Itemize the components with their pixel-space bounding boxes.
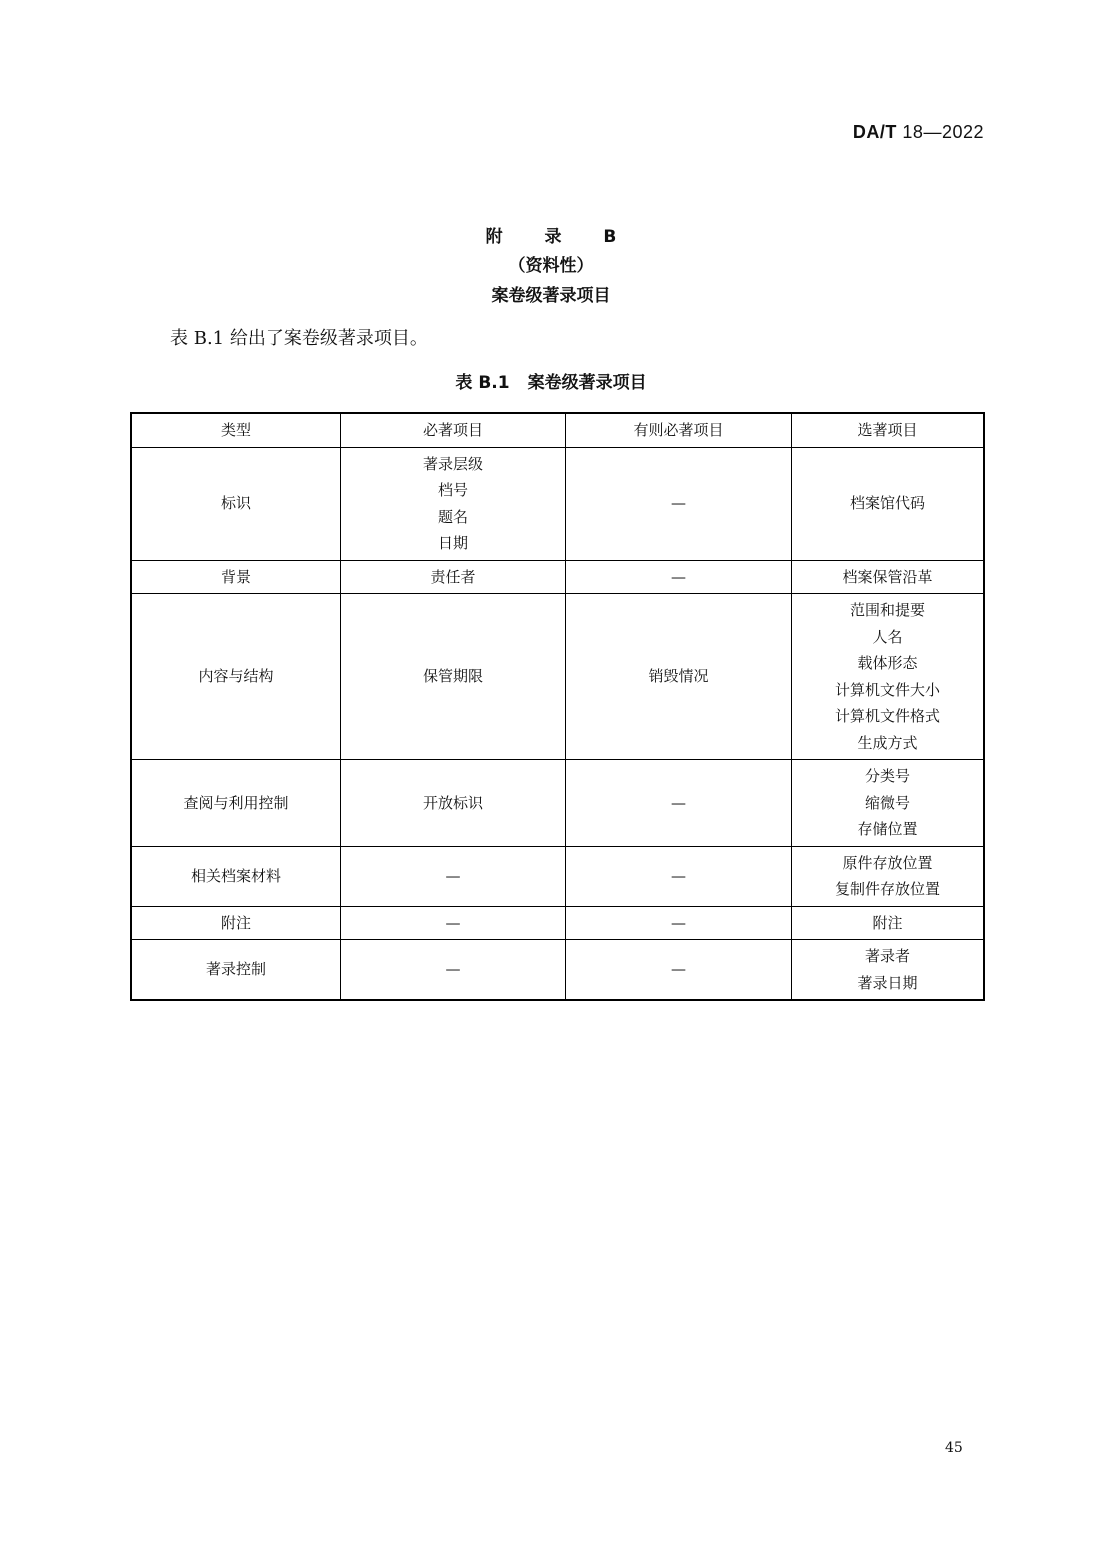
table-caption-label: 表 B.1 xyxy=(455,373,510,393)
cell-conditional xyxy=(566,846,792,906)
cell-line: 开放标识 xyxy=(422,793,483,812)
cell-optional xyxy=(792,940,985,1001)
cell-line: 档案馆代码 xyxy=(849,494,925,513)
table-row xyxy=(131,846,984,906)
cell-optional xyxy=(792,560,985,594)
cell-conditional xyxy=(566,447,792,560)
cell-line: — xyxy=(445,960,461,979)
cell-line: 保管期限 xyxy=(422,667,483,686)
table-row xyxy=(131,760,984,847)
cell-line: 复制件存放位置 xyxy=(834,880,940,898)
table-row xyxy=(131,906,984,940)
cell-optional xyxy=(792,906,985,940)
cell-line: 销毁情况 xyxy=(648,667,709,686)
cell-type: 附注 xyxy=(131,906,341,940)
appendix-heading: 附 录 B xyxy=(485,227,635,247)
cell-line: 日期 xyxy=(437,534,468,552)
table-row xyxy=(131,940,984,1001)
header-type: 类型 xyxy=(131,413,341,447)
cell-line: 计算机文件格式 xyxy=(834,707,940,725)
cell-line: 原件存放位置 xyxy=(842,853,933,872)
table-row xyxy=(131,594,984,760)
cell-type: 著录控制 xyxy=(131,940,341,1001)
cell-required xyxy=(341,940,566,1001)
cell-line: 生成方式 xyxy=(857,733,918,752)
cell-line: 档号 xyxy=(437,481,468,499)
cell-line: 存储位置 xyxy=(857,820,918,838)
cell-optional xyxy=(792,846,985,906)
cell-line: 附注 xyxy=(872,913,903,932)
cell-conditional xyxy=(566,906,792,940)
page-number: 45 xyxy=(945,1440,963,1456)
cell-required xyxy=(341,846,566,906)
cell-line: — xyxy=(671,866,686,885)
standard-code xyxy=(853,122,984,143)
cell-type: 内容与结构 xyxy=(131,594,341,760)
cell-line: 题名 xyxy=(437,507,468,526)
table-header-row xyxy=(131,413,984,447)
header-required: 必著项目 xyxy=(341,413,566,447)
cell-required xyxy=(341,560,566,594)
header-optional: 选著项目 xyxy=(792,413,985,447)
cell-line: — xyxy=(671,960,686,979)
cell-line: 载体形态 xyxy=(857,654,918,672)
cell-line: — xyxy=(445,913,461,932)
cell-conditional xyxy=(566,760,792,847)
cell-line: 著录者 xyxy=(864,947,910,965)
table-body xyxy=(131,447,984,1000)
cell-type: 查阅与利用控制 xyxy=(131,760,341,847)
intro-paragraph: 表 B.1 给出了案卷级著录项目。 xyxy=(170,328,428,349)
cell-line: 范围和提要 xyxy=(849,601,925,619)
table-row xyxy=(131,560,984,594)
cell-required xyxy=(341,594,566,760)
cell-required xyxy=(341,447,566,560)
cell-line: 分类号 xyxy=(864,767,910,785)
cell-line: 档案保管沿革 xyxy=(842,567,933,586)
cell-line: — xyxy=(671,494,686,513)
description-items-table xyxy=(130,412,985,1001)
table-row xyxy=(131,447,984,560)
cell-conditional xyxy=(566,560,792,594)
cell-required xyxy=(341,906,566,940)
appendix-title: 案卷级著录项目 xyxy=(491,286,611,306)
header-conditional: 有则必著项目 xyxy=(566,413,792,447)
cell-line: 责任者 xyxy=(430,567,476,586)
cell-conditional xyxy=(566,940,792,1001)
cell-line: 计算机文件大小 xyxy=(834,680,940,699)
cell-line: — xyxy=(671,913,686,932)
standard-number: 18—2022 xyxy=(902,122,984,142)
cell-type: 相关档案材料 xyxy=(131,846,341,906)
cell-type: 标识 xyxy=(131,447,341,560)
table-caption xyxy=(0,368,1102,393)
cell-optional xyxy=(792,594,985,760)
cell-optional xyxy=(792,447,985,560)
cell-type: 背景 xyxy=(131,560,341,594)
standard-prefix: DA/T xyxy=(852,122,897,142)
cell-line: — xyxy=(671,567,686,586)
cell-optional xyxy=(792,760,985,847)
table-caption-title: 案卷级著录项目 xyxy=(527,373,647,393)
cell-conditional xyxy=(566,594,792,760)
cell-line: 著录层级 xyxy=(422,454,483,473)
cell-line: — xyxy=(445,866,461,885)
cell-line: 著录日期 xyxy=(857,973,918,992)
appendix-nature: （资料性） xyxy=(508,256,594,276)
cell-line: — xyxy=(671,793,686,812)
cell-required xyxy=(341,760,566,847)
cell-line: 缩微号 xyxy=(864,793,910,812)
cell-line: 人名 xyxy=(872,627,903,646)
